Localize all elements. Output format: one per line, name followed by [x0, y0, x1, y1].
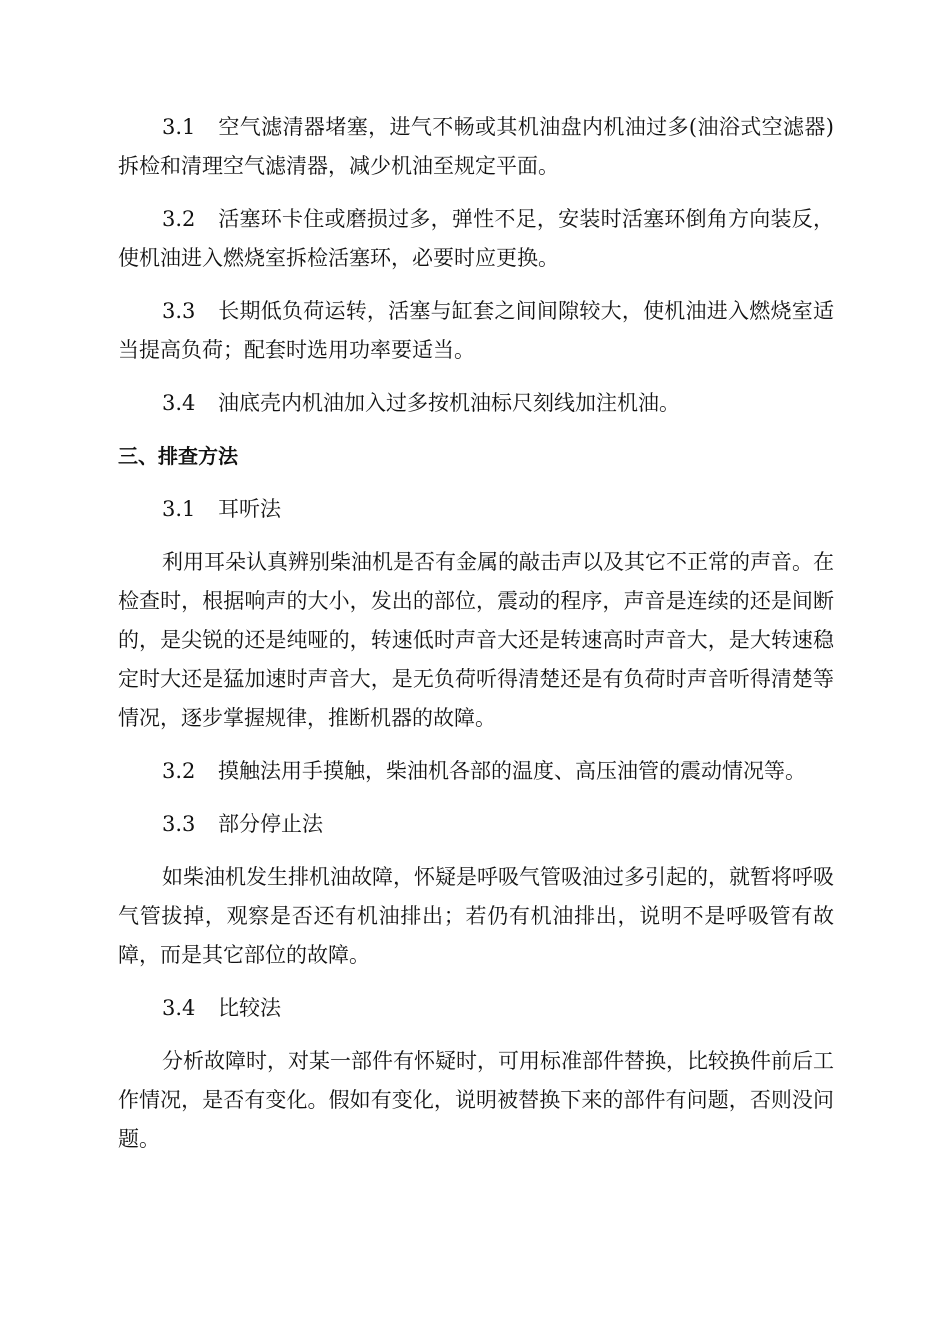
item-number: 3.4 — [162, 391, 196, 415]
method-title-3-3 — [118, 805, 834, 844]
method-title: 摸触法用手摸触，柴油机各部的温度、高压油管的震动情况等。 — [218, 759, 806, 783]
cause-item-3-1 — [118, 108, 834, 186]
cause-item-3-2 — [118, 200, 834, 278]
method-number: 3.2 — [162, 759, 196, 783]
cause-item-3-3 — [118, 292, 834, 370]
method-title-3-2 — [118, 752, 834, 791]
document-page — [118, 108, 834, 1159]
method-title: 部分停止法 — [218, 812, 323, 836]
method-title: 耳听法 — [218, 497, 281, 521]
section-heading: 三、排查方法 — [118, 444, 238, 468]
item-text: 活塞环卡住或磨损过多，弹性不足，安装时活塞环倒角方向装反，使机油进入燃烧室拆检活塞环，必要时应更换。 — [118, 207, 834, 270]
item-number: 3.2 — [162, 207, 196, 231]
cause-item-3-4 — [118, 384, 834, 423]
method-body-3-3: 如柴油机发生排机油故障，怀疑是呼吸气管吸油过多引起的，就暂将呼吸气管拔掉，观察是否还有机油排出；若仍有机油排出，说明不是呼吸管有故障，而是其它部位的故障。 — [118, 865, 834, 967]
method-body-3-1: 利用耳朵认真辨别柴油机是否有金属的敲击声以及其它不正常的声音。在检查时，根据响声的大小，发出的部位，震动的程序，声音是连续的还是间断的，是尖锐的还是纯哑的，转速低时声音大还是转速高时声音大，是大转速稳定时大还是猛加速时声音大，是无负荷听得清楚还是有负荷时声音听得清楚等情况，逐步掌握规律，推断机器的故障。 — [118, 550, 834, 730]
method-number: 3.4 — [162, 996, 196, 1020]
method-title-3-1 — [118, 490, 834, 529]
item-text: 长期低负荷运转，活塞与缸套之间间隙较大，使机油进入燃烧室适当提高负荷；配套时选用功率要适当。 — [118, 299, 834, 362]
method-title-3-4 — [118, 989, 834, 1028]
item-text: 空气滤清器堵塞，进气不畅或其机油盘内机油过多(油浴式空滤器)拆检和清理空气滤清器，减少机油至规定平面。 — [118, 115, 834, 178]
method-number: 3.1 — [162, 497, 196, 521]
method-title: 比较法 — [218, 996, 281, 1020]
method-number: 3.3 — [162, 812, 196, 836]
item-number: 3.1 — [162, 115, 196, 139]
item-text: 油底壳内机油加入过多按机油标尺刻线加注机油。 — [218, 391, 680, 415]
method-body-3-4: 分析故障时，对某一部件有怀疑时，可用标准部件替换，比较换件前后工作情况，是否有变化。假如有变化，说明被替换下来的部件有问题，否则没问题。 — [118, 1049, 834, 1151]
item-number: 3.3 — [162, 299, 196, 323]
